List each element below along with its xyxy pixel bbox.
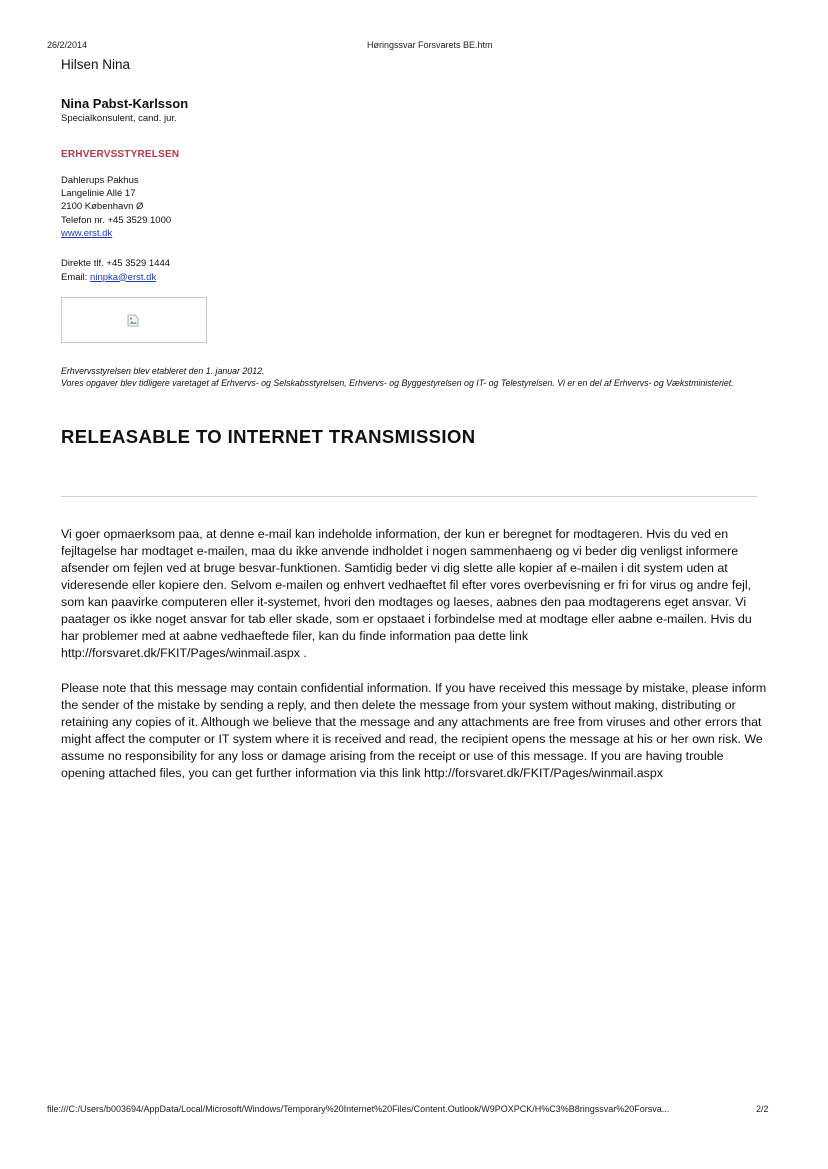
file-path: file:///C:/Users/b003694/AppData/Local/Microsoft/Windows/Temporary%20Internet%20Files/Content.Outlook/W9POXPCK/H%C3%B8ringssvar%20Forsva... xyxy=(47,1104,670,1114)
disclaimer-danish: Vi goer opmaerksom paa, at denne e-mail kan indeholde information, der kun er beregnet for modtageren. Hvis du ved en fejltagelse har modtaget e-mailen, maa du ikke anvende indholdet i nogen sammenhaeng og vi beder dig venligst informere afsender om fejlen ved at bruge besvar-funktionen. Samtidig beder vi dig slette alle kopier af e-mailen i dit system uden at videresende eller kopiere den. Selvom e-mailen og enhvert vedhaeftet fil efter vores overbevisning er fri for virus og andre fejl, som kan paavirke computeren eller it-systemet, hvori den modtages og laeses, aabnes den paa modtagerens eget ansvar. Vi paatager os ikke noget ansvar for tab eller skade, som er opstaaet i forbindelse med at modtage eller aabne e-mailen. Hvis du har problemer med at aabne vedhaeftede filer, kan du finde information paa dette link http://forsvaret.dk/FKIT/Pages/winmail.aspx . xyxy=(61,527,752,660)
document-title: Høringssvar Forsvarets BE.htm xyxy=(367,40,493,50)
sender-name: Nina Pabst-Karlsson xyxy=(61,96,189,111)
address-block xyxy=(61,174,171,240)
print-date: 26/2/2014 xyxy=(47,40,88,50)
email-link[interactable]: ninpka@erst.dk xyxy=(90,271,157,283)
address-line: 2100 København Ø xyxy=(61,201,144,213)
address-line: Langelinie Allé 17 xyxy=(61,188,136,200)
logo-image-placeholder xyxy=(61,297,207,343)
page-number: 2/2 xyxy=(756,1104,769,1114)
broken-image-icon xyxy=(127,314,139,327)
address-line: Dahlerups Pakhus xyxy=(61,175,139,186)
note-line: Erhvervsstyrelsen blev etableret den 1. januar 2012. xyxy=(61,366,265,376)
greeting: Hilsen Nina xyxy=(61,57,131,72)
email-label: Email: xyxy=(61,271,91,283)
release-heading: RELEASABLE TO INTERNET TRANSMISSION xyxy=(61,426,476,447)
website-link[interactable]: www.erst.dk xyxy=(61,227,113,239)
sender-title: Specialkonsulent, cand. jur. xyxy=(61,113,177,124)
phone-line: Telefon nr. +45 3529 1000 xyxy=(61,214,172,226)
note-line: Vores opgaver blev tidligere varetaget af Erhvervs- og Selskabsstyrelsen, Erhvervs- og Byggestyrelsen og IT- og Telestyrelsen. Vi er en del af Erhvervs- og Vækstministeriet. xyxy=(61,378,734,389)
organization-name: ERHVERVSSTYRELSEN xyxy=(61,149,180,160)
organization-note xyxy=(61,365,771,390)
contact-block xyxy=(61,257,170,284)
disclaimer-english: Please note that this message may contain confidential information. If you have received this message by mistake, please inform the sender of the mistake by sending a reply, and then delete the message from your system without making, distributing or retaining any copies of it. Although we believe that the message and any attachments are free from viruses and other errors that might affect the computer or IT system where it is received and read, the recipient opens the message at his or her own risk. We assume no responsibility for any loss or damage arising from the receipt or use of this message. If you are having trouble opening attached files, you can get further information via this link http://forsvaret.dk/FKIT/Pages/winmail.aspx xyxy=(61,681,767,780)
direct-phone: Direkte tlf. +45 3529 1444 xyxy=(61,258,171,269)
divider xyxy=(61,496,757,497)
